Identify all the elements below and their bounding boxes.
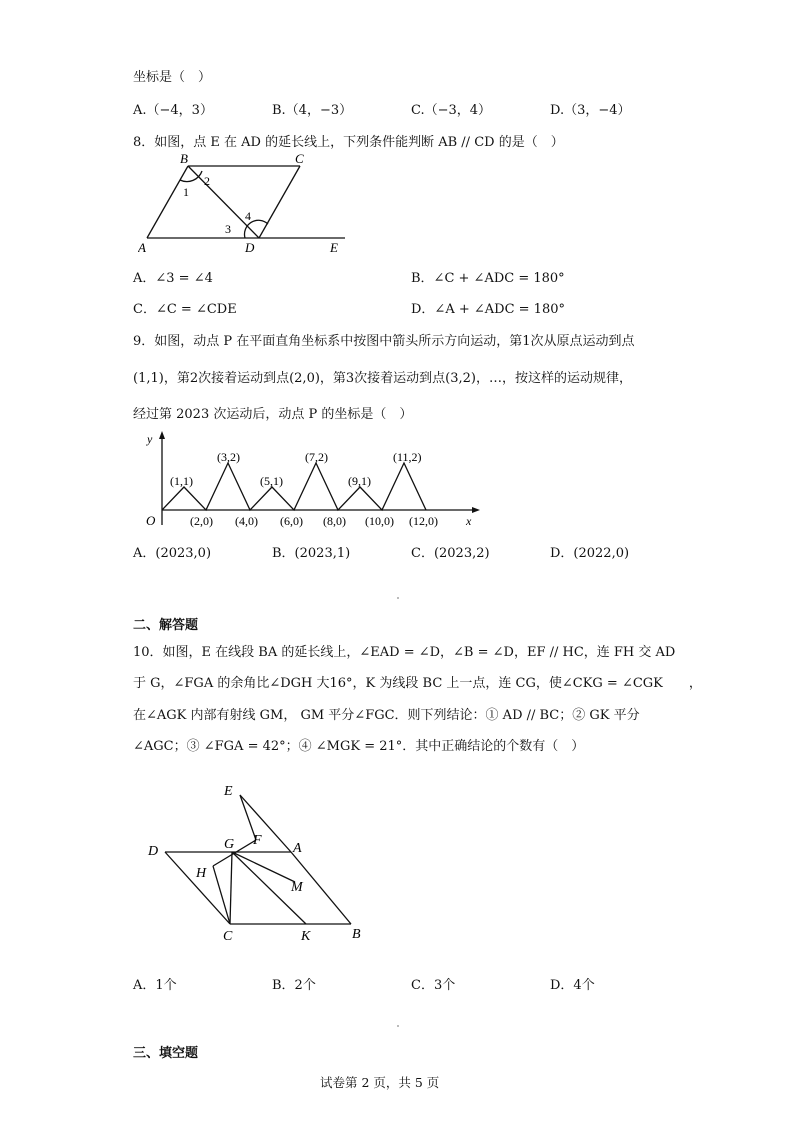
scan-dot bbox=[397, 597, 399, 599]
q7-option-a[interactable]: A.（−4，3） bbox=[133, 103, 213, 118]
q9-option-c[interactable]: C．(2023,2) bbox=[411, 546, 490, 561]
q10-label-b: B bbox=[352, 927, 361, 942]
q9-option-a[interactable]: A．(2023,0) bbox=[133, 546, 212, 561]
q9-point-4-0: (4,0) bbox=[235, 514, 258, 528]
q9-point-1-1: (1,1) bbox=[170, 474, 193, 488]
q9-zigzag-figure bbox=[142, 430, 482, 530]
q8-angle-4: 4 bbox=[245, 209, 251, 223]
q10-label-c: C bbox=[223, 929, 233, 944]
section-heading-answer: 二、解答题 bbox=[133, 618, 199, 633]
q9-point-6-0: (6,0) bbox=[280, 514, 303, 528]
q10-label-k: K bbox=[301, 929, 311, 944]
q9-axis-x: x bbox=[466, 514, 472, 528]
q10-stem-line-3: 在∠AGK 内部有射线 GM， GM 平分∠FGC．则下列结论：① AD // BC；② GK 平分 bbox=[133, 708, 640, 723]
q8-label-c: C bbox=[295, 152, 304, 166]
q10-stem-line-2: 于 G，∠FGA 的余角比∠DGH 大16°，K 为线段 BC 上一点，连 CG，使∠CKG = ∠CGK ， bbox=[133, 676, 702, 691]
q10-label-g: G bbox=[224, 837, 235, 852]
q8-stem: 8．如图，点 E 在 AD 的延长线上，下列条件能判断 AB // CD 的是（ ） bbox=[133, 135, 564, 150]
y-axis-arrow-icon bbox=[159, 431, 165, 439]
q9-point-7-2: (7,2) bbox=[305, 450, 328, 464]
page-footer: 试卷第 2 页，共 5 页 bbox=[320, 1075, 440, 1090]
q8-option-b[interactable]: B．∠C + ∠ADC = 180° bbox=[411, 271, 565, 286]
q9-point-12-0: (12,0) bbox=[409, 514, 438, 528]
q10-option-a[interactable]: A．1个 bbox=[133, 978, 177, 993]
q7-option-c[interactable]: C.（−3，4） bbox=[411, 103, 492, 118]
q9-option-b[interactable]: B．(2023,1) bbox=[272, 546, 351, 561]
q9-point-11-2: (11,2) bbox=[393, 450, 422, 464]
q10-label-d: D bbox=[148, 844, 159, 859]
q8-parallelogram-figure bbox=[138, 152, 360, 254]
section-heading-fill: 三、填空题 bbox=[133, 1046, 199, 1061]
scan-dot bbox=[397, 1025, 399, 1027]
q8-option-c[interactable]: C．∠C = ∠CDE bbox=[133, 302, 237, 317]
q7-option-b[interactable]: B.（4，−3） bbox=[272, 103, 353, 118]
q10-option-c[interactable]: C．3个 bbox=[411, 978, 456, 993]
q10-option-b[interactable]: B．2个 bbox=[272, 978, 316, 993]
q10-geometry-figure bbox=[140, 778, 375, 944]
q9-point-2-0: (2,0) bbox=[190, 514, 213, 528]
q10-stem-line-1: 10．如图，E 在线段 BA 的延长线上，∠EAD = ∠D，∠B = ∠D，EF // HC，连 FH 交 AD bbox=[133, 645, 676, 660]
q9-point-3-2: (3,2) bbox=[217, 450, 240, 464]
q10-label-a: A bbox=[293, 841, 302, 856]
q9-point-10-0: (10,0) bbox=[365, 514, 394, 528]
q9-point-8-0: (8,0) bbox=[323, 514, 346, 528]
q10-label-m: M bbox=[291, 880, 303, 895]
q8-option-a[interactable]: A．∠3 = ∠4 bbox=[133, 271, 213, 286]
q8-label-d: D bbox=[245, 240, 255, 254]
q9-stem-line-3: 经过第 2023 次运动后，动点 P 的坐标是（ ） bbox=[133, 407, 413, 422]
q9-origin: O bbox=[146, 513, 156, 528]
q9-axis-y: y bbox=[147, 432, 153, 446]
q9-stem-line-2: (1,1)，第2次接着运动到点(2,0)，第3次接着运动到点(3,2)，…，按这样的运动规律， bbox=[133, 371, 632, 386]
q10-stem-line-4: ∠AGC；③ ∠FGA = 42°；④ ∠MGK = 21°．其中正确结论的个数有（ ） bbox=[133, 739, 585, 754]
q10-option-d[interactable]: D．4个 bbox=[550, 978, 595, 993]
q10-label-f: F bbox=[253, 833, 262, 848]
q8-angle-3: 3 bbox=[225, 222, 231, 236]
q9-option-d[interactable]: D．(2022,0) bbox=[550, 546, 630, 561]
q7-option-d[interactable]: D.（3，−4） bbox=[550, 103, 631, 118]
q8-label-a: A bbox=[138, 240, 146, 254]
x-axis-arrow-icon bbox=[472, 507, 480, 513]
q10-label-h: H bbox=[196, 866, 207, 881]
q8-angle-1: 1 bbox=[183, 185, 189, 199]
q9-stem-line-1: 9．如图，动点 P 在平面直角坐标系中按图中箭头所示方向运动，第1次从原点运动到点 bbox=[133, 334, 635, 349]
q10-label-e: E bbox=[224, 784, 233, 799]
q7-stem-tail: 坐标是（ ） bbox=[133, 70, 212, 85]
q8-label-e: E bbox=[330, 240, 338, 254]
q8-angle-2: 2 bbox=[204, 174, 210, 188]
q9-point-5-1: (5,1) bbox=[260, 474, 283, 488]
q9-point-9-1: (9,1) bbox=[348, 474, 371, 488]
q8-label-b: B bbox=[180, 152, 188, 166]
q8-option-d[interactable]: D．∠A + ∠ADC = 180° bbox=[411, 302, 565, 317]
